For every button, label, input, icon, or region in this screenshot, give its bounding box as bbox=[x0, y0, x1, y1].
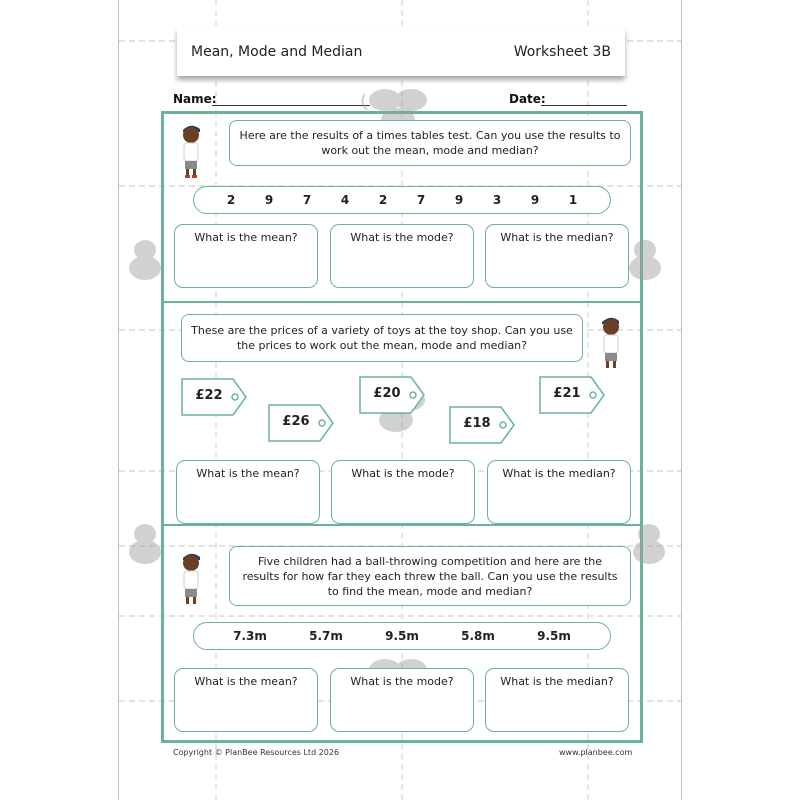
data-value: 5.7m bbox=[309, 629, 343, 643]
price-tag-icon bbox=[449, 406, 515, 444]
price-tag-icon bbox=[359, 376, 425, 414]
data-value: 4 bbox=[340, 193, 350, 207]
data-value: 7 bbox=[302, 193, 312, 207]
data-value: 1 bbox=[568, 193, 578, 207]
data-value: 7.3m bbox=[233, 629, 267, 643]
price-label: £22 bbox=[195, 388, 223, 403]
website-link[interactable]: www.planbee.com bbox=[559, 748, 633, 757]
data-value: 9 bbox=[454, 193, 464, 207]
mean-answer-box[interactable] bbox=[174, 224, 318, 288]
section2-prompt-bubble bbox=[181, 314, 583, 362]
data-value: 5.8m bbox=[461, 629, 495, 643]
question-label: What is the median? bbox=[500, 675, 614, 688]
mean-answer-box[interactable] bbox=[174, 668, 318, 732]
question-label: What is the median? bbox=[500, 231, 614, 244]
section1-number-bar bbox=[193, 186, 611, 214]
worksheet-page bbox=[118, 0, 682, 800]
boy-character-icon bbox=[177, 120, 205, 180]
question-label: What is the mean? bbox=[196, 467, 300, 480]
price-tag-icon bbox=[181, 378, 247, 416]
price-label: £26 bbox=[282, 414, 310, 429]
price-label: £21 bbox=[553, 386, 581, 401]
copyright-text: Copyright © PlanBee Resources Ltd 2026 bbox=[173, 748, 340, 757]
question-label: What is the mode? bbox=[350, 231, 454, 244]
question-label: What is the mode? bbox=[351, 467, 455, 480]
section1-prompt-bubble bbox=[229, 120, 631, 166]
section1-prompt: Here are the results of a times tables test. Can you use the results to work out the mean, mode and median? bbox=[239, 129, 621, 157]
data-value: 9.5m bbox=[385, 629, 419, 643]
bee-watermark-icon bbox=[118, 236, 177, 284]
boy-character-icon bbox=[597, 312, 625, 372]
median-answer-box[interactable] bbox=[485, 224, 629, 288]
data-value: 9.5m bbox=[537, 629, 571, 643]
section3-prompt: Five children had a ball-throwing competition and here are the results for how far they each threw the ball. Can you use the results to find the mean, mode and median? bbox=[242, 554, 618, 598]
data-value: 2 bbox=[226, 193, 236, 207]
mode-answer-box[interactable] bbox=[330, 668, 474, 732]
section-divider bbox=[161, 524, 643, 526]
mode-answer-box[interactable] bbox=[330, 224, 474, 288]
date-line[interactable] bbox=[541, 105, 627, 106]
price-tag-icon bbox=[539, 376, 605, 414]
data-value: 7 bbox=[416, 193, 426, 207]
date-label: Date: bbox=[509, 92, 546, 106]
data-value: 9 bbox=[264, 193, 274, 207]
price-label: £20 bbox=[373, 386, 401, 401]
median-answer-box[interactable] bbox=[485, 668, 629, 732]
section3-prompt-bubble bbox=[229, 546, 631, 606]
median-answer-box[interactable] bbox=[487, 460, 631, 524]
name-label: Name: bbox=[173, 92, 217, 106]
data-value: 3 bbox=[492, 193, 502, 207]
worksheet-title: Mean, Mode and Median bbox=[191, 44, 363, 60]
data-value: 9 bbox=[530, 193, 540, 207]
boy-character-icon bbox=[177, 548, 205, 608]
worksheet-number: Worksheet 3B bbox=[513, 44, 611, 60]
question-label: What is the median? bbox=[502, 467, 616, 480]
section2-prompt: These are the prices of a variety of toys at the toy shop. Can you use the prices to work out the mean, mode and median? bbox=[191, 324, 573, 352]
question-label: What is the mode? bbox=[350, 675, 454, 688]
question-label: What is the mean? bbox=[194, 675, 298, 688]
bee-watermark-icon bbox=[118, 520, 177, 568]
mode-answer-box[interactable] bbox=[331, 460, 475, 524]
mean-answer-box[interactable] bbox=[176, 460, 320, 524]
data-value: 2 bbox=[378, 193, 388, 207]
name-line[interactable] bbox=[212, 105, 370, 106]
question-label: What is the mean? bbox=[194, 231, 298, 244]
section-divider bbox=[161, 301, 643, 303]
section3-number-bar bbox=[193, 622, 611, 650]
price-tag-icon bbox=[268, 404, 334, 442]
price-label: £18 bbox=[463, 416, 491, 431]
header-card bbox=[177, 28, 625, 76]
